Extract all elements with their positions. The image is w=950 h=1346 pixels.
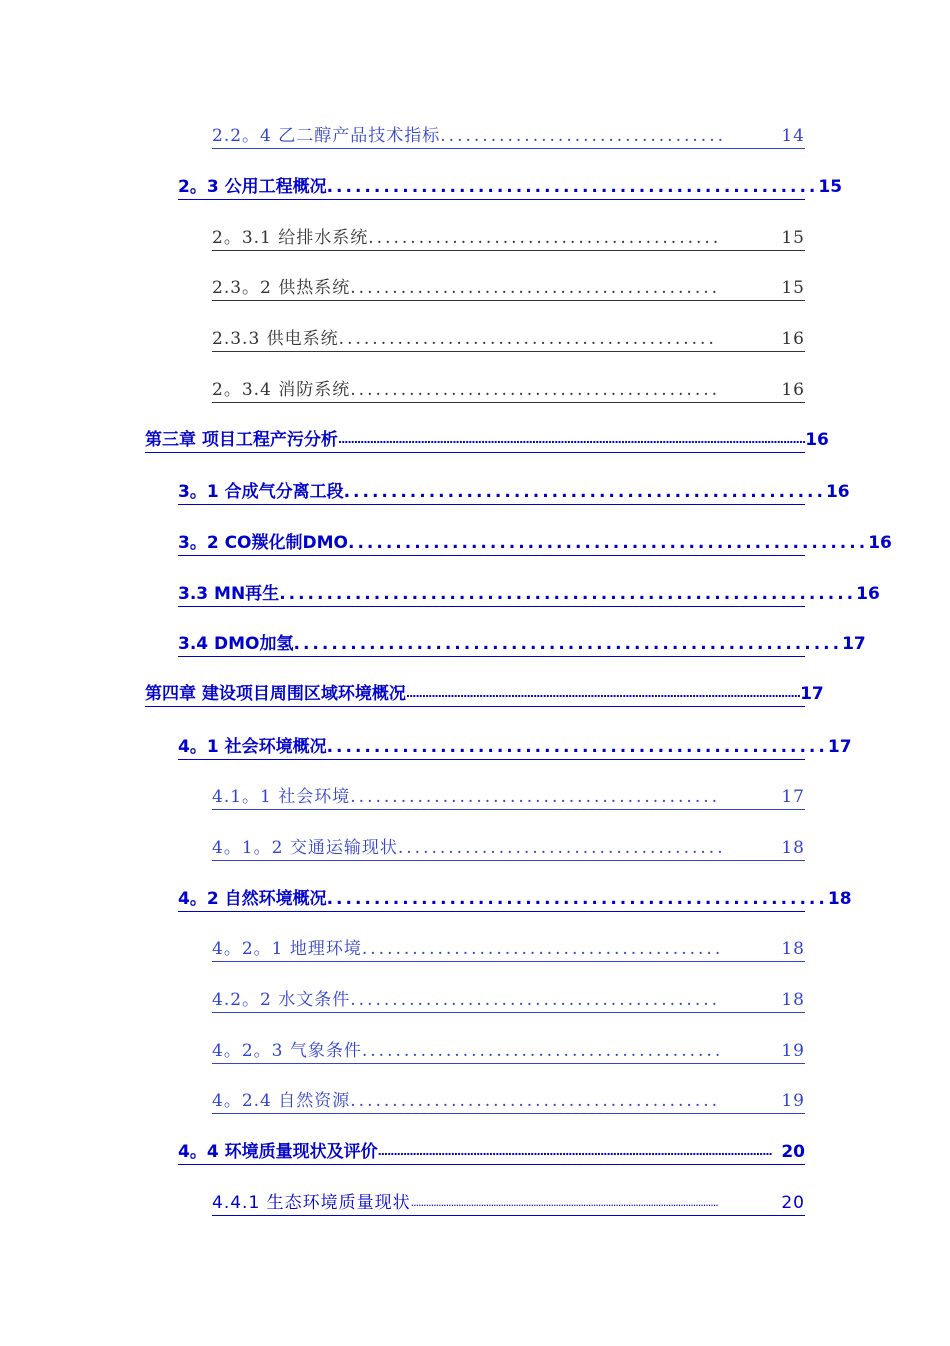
toc-entry-page: 17 <box>781 787 805 807</box>
toc-entry-leader: ................................................................................................................................................... <box>337 433 806 446</box>
toc-entry-3-3[interactable] <box>178 578 880 607</box>
toc-entry-label: 4。2 自然环境概况 <box>178 889 327 909</box>
toc-entry-label: 3.4 DMO加氢 <box>178 634 294 654</box>
toc-entry-4-1-2[interactable] <box>212 832 805 861</box>
toc-entry-leader: ............................................ <box>350 990 721 1010</box>
toc-entry-label: 4.1。1 社会环境 <box>212 787 351 807</box>
toc-entry-label: 2.3。2 供热系统 <box>212 278 351 298</box>
toc-entry-3-1[interactable] <box>178 476 850 505</box>
toc-entry-page: 17 <box>800 684 824 704</box>
toc-entry-leader: ............................................ <box>350 278 721 298</box>
toc-entry-page: 14 <box>781 126 805 146</box>
toc-entry-leader: ........................................... <box>361 939 724 959</box>
toc-entry-label: 2。3.4 消防系统 <box>212 380 351 400</box>
toc-entry-4-2-4[interactable] <box>212 1085 805 1114</box>
toc-entry-page: 20 <box>781 1193 805 1213</box>
toc-entry-label: 4。2。3 气象条件 <box>212 1041 362 1061</box>
toc-entry-2-3-3[interactable] <box>212 323 805 352</box>
toc-entry-4-4[interactable] <box>178 1136 805 1165</box>
toc-entry-page: 16 <box>805 430 829 450</box>
toc-entry-label: 4.4.1 生态环境质量现状 <box>212 1193 411 1213</box>
toc-entry-page: 16 <box>868 533 892 553</box>
toc-entry-2-3-4[interactable] <box>212 374 805 403</box>
toc-entry-label: 2.2。4 乙二醇产品技术指标 <box>212 126 441 146</box>
toc-entry-leader: .......................................................... <box>293 634 843 654</box>
toc-entry-page: 18 <box>781 939 805 959</box>
toc-entry-leader: ....................................... <box>397 838 726 858</box>
toc-entry-leader: .................................. <box>440 126 726 146</box>
toc-entry-4-2-2[interactable] <box>212 984 805 1013</box>
toc-entry-label: 4。2。1 地理环境 <box>212 939 362 959</box>
toc-entry-page: 15 <box>781 228 805 248</box>
toc-entry-page: 19 <box>781 1091 805 1111</box>
toc-entry-label: 4。4 环境质量现状及评价 <box>178 1142 378 1162</box>
toc-entry-leader: ..................................................... <box>326 889 828 909</box>
toc-entry-page: 16 <box>781 380 805 400</box>
toc-entry-label: 3.3 MN再生 <box>178 584 280 604</box>
toc-entry-label: 4。1 社会环境概况 <box>178 737 327 757</box>
toc-entry-label: 4。1。2 交通运输现状 <box>212 838 398 858</box>
toc-entry-2-3-2[interactable] <box>212 272 805 301</box>
toc-entry-2-3[interactable] <box>178 171 843 200</box>
toc-entry-label: 3。1 合成气分离工段 <box>178 482 344 502</box>
toc-entry-leader: .................................................... <box>326 177 819 197</box>
toc-entry-leader: ............................................ <box>350 787 721 807</box>
toc-entry-leader: ............................................................................................................................ <box>405 687 801 700</box>
toc-entry-label: 第三章 项目工程产污分析 <box>145 430 338 450</box>
toc-entry-2-3-1[interactable] <box>212 222 805 251</box>
toc-entry-3-4[interactable] <box>178 628 866 657</box>
toc-entry-leader: ............................................. <box>338 329 717 349</box>
toc-entry-page: 15 <box>781 278 805 298</box>
toc-entry-label: 2.3.3 供电系统 <box>212 329 339 349</box>
toc-entry-leader: .......................................... <box>368 228 722 248</box>
toc-entry-page: 20 <box>781 1142 805 1162</box>
toc-entry-chapter-4[interactable] <box>145 678 824 707</box>
toc-entry-chapter-3[interactable] <box>145 424 829 453</box>
toc-entry-label: 4.2。2 水文条件 <box>212 990 351 1010</box>
toc-entry-page: 16 <box>781 329 805 349</box>
toc-entry-page: 18 <box>781 838 805 858</box>
toc-entry-leader: ............................................................. <box>279 584 857 604</box>
toc-entry-4-2-1[interactable] <box>212 933 805 962</box>
toc-entry-leader: ............................................................................................................................ <box>377 1145 772 1158</box>
toc-entry-3-2[interactable] <box>178 527 892 556</box>
toc-entry-label: 4。2.4 自然资源 <box>212 1091 351 1111</box>
toc-entry-leader: ................................................... <box>343 482 826 502</box>
toc-entry-leader: ....................................................... <box>347 533 869 553</box>
toc-entry-page: 17 <box>827 737 852 757</box>
toc-entry-4-1[interactable] <box>178 731 852 760</box>
toc-entry-leader: ............................................ <box>350 1091 721 1111</box>
toc-entry-page: 19 <box>781 1041 805 1061</box>
toc-entry-page: 18 <box>781 990 805 1010</box>
toc-entry-label: 2。3.1 给排水系统 <box>212 228 369 248</box>
toc-entry-label: 第四章 建设项目周围区域环境概况 <box>145 684 406 704</box>
toc-entry-4-2[interactable] <box>178 883 852 912</box>
toc-entry-page: 16 <box>825 482 850 502</box>
toc-entry-4-4-1[interactable] <box>212 1187 805 1216</box>
toc-entry-page: 16 <box>856 584 880 604</box>
toc-entry-page: 18 <box>827 889 852 909</box>
toc-entry-4-1-1[interactable] <box>212 781 805 810</box>
toc-entry-leader: ........................................... <box>361 1041 724 1061</box>
toc-entry-page: 15 <box>818 177 843 197</box>
toc-entry-4-2-3[interactable] <box>212 1035 805 1064</box>
toc-entry-leader: ............................................ <box>350 380 721 400</box>
toc-entry-label: 3。2 CO羰化制DMO <box>178 533 348 553</box>
toc-entry-page: 17 <box>842 634 866 654</box>
toc-entry-2-2-4[interactable] <box>212 120 805 149</box>
toc-entry-label: 2。3 公用工程概况 <box>178 177 327 197</box>
toc-entry-leader: ..................................................... <box>326 737 828 757</box>
toc-entry-leader: ........................................................................................................................... <box>410 1196 718 1209</box>
